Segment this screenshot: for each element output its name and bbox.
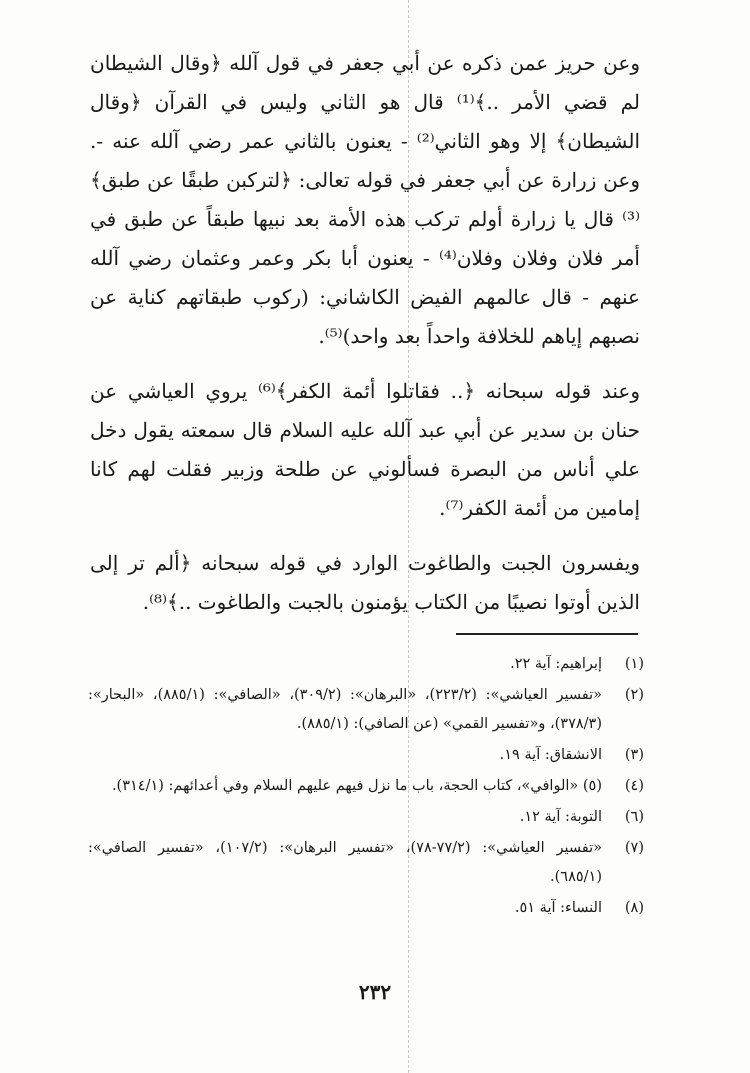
footnote-item: [88, 772, 644, 801]
footnote-number: (٦): [624, 809, 644, 825]
footnote-number: (٣): [624, 747, 644, 763]
footnote-text: التوبة: آية ١٢.: [519, 809, 602, 825]
footnote-text: (٥) «الوافي»، كتاب الحجة، باب ما نزل فيهم عليهم السلام وفي أعدائهم: (٣١٤/١).: [111, 778, 602, 794]
footnote-item: [88, 894, 644, 923]
footnote-number: (٧): [624, 840, 644, 856]
footnote-text: «تفسير العياشي»: (٧٧/٢-٧٨)، «تفسير البرهان»: (١٠٧/٢)، «تفسير الصافي»: (٦٨٥/١).: [88, 840, 603, 885]
body-paragraph-2: وعند قوله سبحانه ﴿.. فقاتلوا أئمة الكفر﴾⁽⁶⁾ يروي العياشي عن حنان بن سدير عن أبي عبد آلله عليه السلام قال سمعته يقول دخل علي أناس من البصرة فسألوني عن طلحة وزبير فقلت لهم كانا إمامين من أئمة الكفر⁽⁷⁾.: [90, 379, 640, 520]
body-paragraph-3: ويفسرون الجبت والطاغوت الوارد في قوله سبحانه ﴿ألم تر إلى الذين أوتوا نصيبًا من الكتاب يؤمنون بالجبت والطاغوت ..﴾⁽⁸⁾.: [90, 551, 640, 614]
footnote-text: الانشقاق: آية ١٩.: [499, 747, 602, 763]
footnote-item: [88, 803, 644, 832]
footnote-text: النساء: آية ٥١.: [514, 900, 602, 916]
footnote-text: «تفسير العياشي»: (٢٢٣/٢)، «البرهان»: (٣٠٩/٢)، «الصافي»: (٨٨٥/١)، «البحار»: (٣٧٨/٣)، و«تفسير القمي» (عن الصافي): (٨٨٥/١).: [88, 687, 602, 732]
footnote-item: [88, 650, 644, 679]
main-body-text: [90, 44, 640, 622]
footnotes-list: [88, 650, 644, 925]
footnote-number: (٨): [624, 900, 644, 916]
footnote-item: [88, 741, 644, 770]
footnote-item: [88, 834, 644, 892]
footnote-separator: [456, 633, 638, 635]
page-number: ٢٣٢: [358, 980, 392, 1004]
footnote-number: (١): [624, 656, 644, 672]
footnote-text: إبراهيم: آية ٢٢.: [510, 656, 602, 672]
footnote-number: (٢): [624, 687, 644, 703]
footnote-number: (٤): [624, 778, 644, 794]
footnote-item: [88, 681, 644, 739]
body-paragraph-1: وعن حريز عمن ذكره عن أبي جعفر في قول آلله ﴿وقال الشيطان لم قضي الأمر ..﴾⁽¹⁾ قال هو الثاني وليس في القرآن ﴿وقال الشيطان﴾ إلا وهو الثاني⁽²⁾ - يعنون بالثاني عمر رضي آلله عنه -. وعن زرارة عن أبي جعفر في قوله تعالى: ﴿لتركبن طبقًا عن طبق﴾⁽³⁾ قال يا زرارة أولم تركب هذه الأمة بعد نبيها طبقاً عن طبق في أمر فلان وفلان وفلان⁽⁴⁾ - يعنون أبا بكر وعمر وعثمان رضي آلله عنهم - قال عالمهم الفيض الكاشاني: (ركوب طبقاتهم كناية عن نصبهم إياهم للخلافة واحداً بعد واحد)⁽⁵⁾.: [90, 51, 641, 348]
